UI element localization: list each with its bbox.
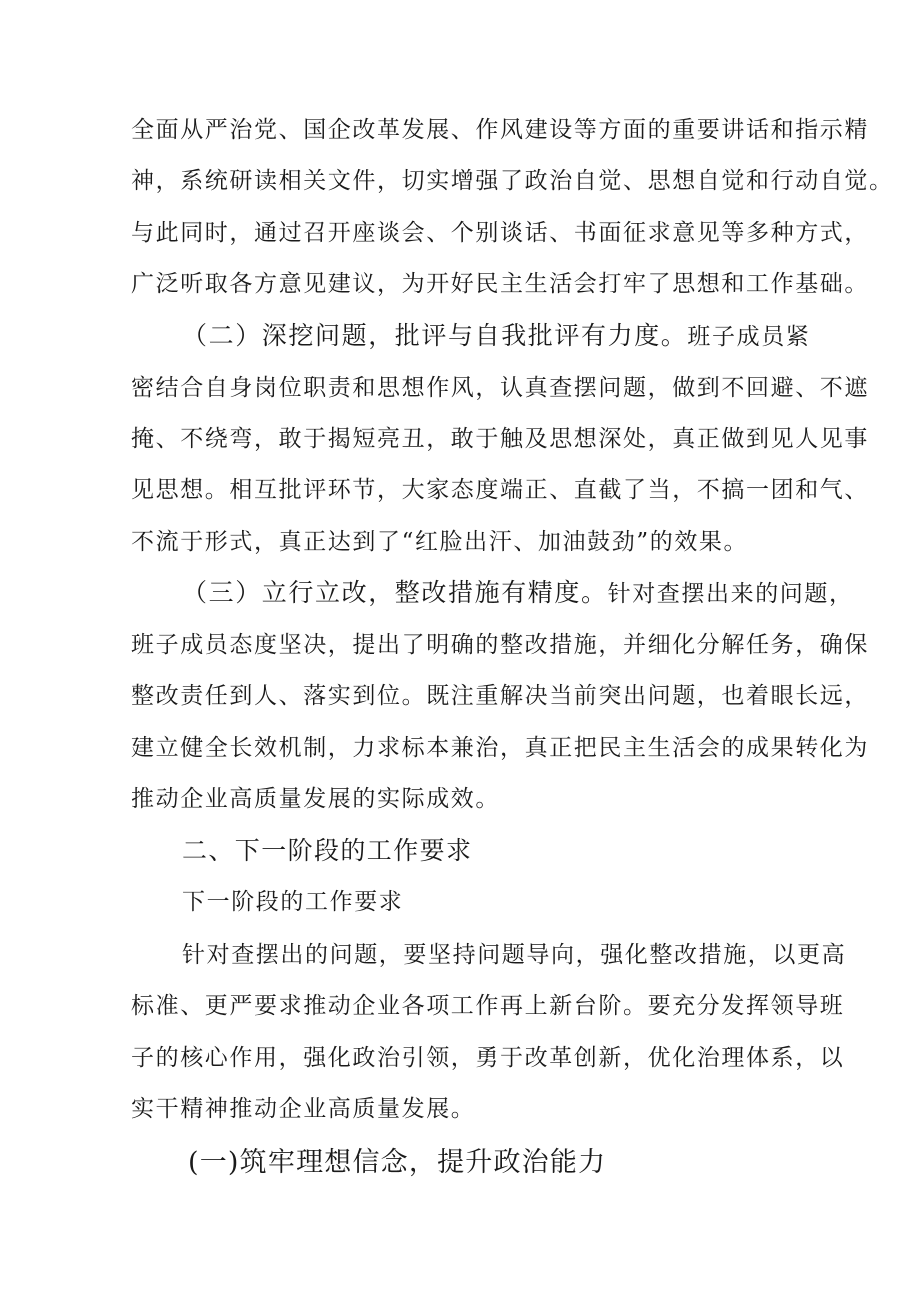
subheading-one: (一)筑牢理想信念，提升政治能力	[188, 1147, 607, 1178]
section-heading: 二、下一阶段的工作要求	[182, 836, 473, 865]
para3-line-4: 建立健全长效机制，力求标本兼治，真正把民主生活会的成果转化为	[131, 735, 869, 761]
para2-line-4: 见思想。相互批评环节，大家态度端正、直截了当，不搞一团和气、	[131, 477, 869, 503]
para1-line-4: 广泛听取各方意见建议，为开好民主生活会打牢了思想和工作基础。	[131, 271, 869, 297]
para4-line-3: 子的核心作用，强化政治引领，勇于改革创新，优化治理体系，以	[131, 1045, 845, 1071]
para4-line-1: 针对查摆出的问题，要坚持问题导向，强化整改措施，以更高	[182, 942, 847, 968]
para4-line-2: 标准、更严要求推动企业各项工作再上新台阶。要充分发挥领导班	[131, 993, 845, 1019]
para1-line-2: 神，系统研读相关文件，切实增强了政治自觉、思想自觉和行动自觉。	[131, 168, 894, 194]
para2-first-rest: 班子成员紧	[687, 324, 811, 350]
para2-line-3: 掩、不绕弯，敢于揭短亮丑，敢于触及思想深处，真正做到见人见事	[131, 426, 869, 452]
para3-first-line	[182, 578, 854, 609]
para4-line-4: 实干精神推动企业高质量发展。	[131, 1096, 476, 1122]
para2-line-2: 密结合自身岗位职责和思想作风，认真查摆问题，做到不回避、不遮	[131, 375, 869, 401]
section-subtitle: 下一阶段的工作要求	[182, 889, 404, 915]
para3-line-3: 整改责任到人、落实到位。既注重解决当前突出问题，也着眼长远，	[131, 683, 869, 709]
para3-lead: （三）立行立改，整改措施有精度。	[182, 578, 608, 607]
para3-line-5: 推动企业高质量发展的实际成效。	[131, 786, 500, 812]
para2-lead: （二）深挖问题，批评与自我批评有力度。	[182, 321, 688, 350]
para1-line-3: 与此同时，通过召开座谈会、个别谈话、书面征求意见等多种方式，	[131, 220, 869, 246]
para3-line-2: 班子成员态度坚决，提出了明确的整改措施，并细化分解任务，确保	[131, 632, 869, 658]
para2-first-line	[182, 321, 810, 352]
para2-line-5: 不流于形式，真正达到了“红脸出汗、加油鼓劲”的效果。	[131, 529, 749, 555]
para3-first-rest: 针对查摆出来的问题，	[607, 581, 854, 607]
para1-line-1: 全面从严治党、国企改革发展、作风建设等方面的重要讲话和指示精	[131, 117, 869, 143]
